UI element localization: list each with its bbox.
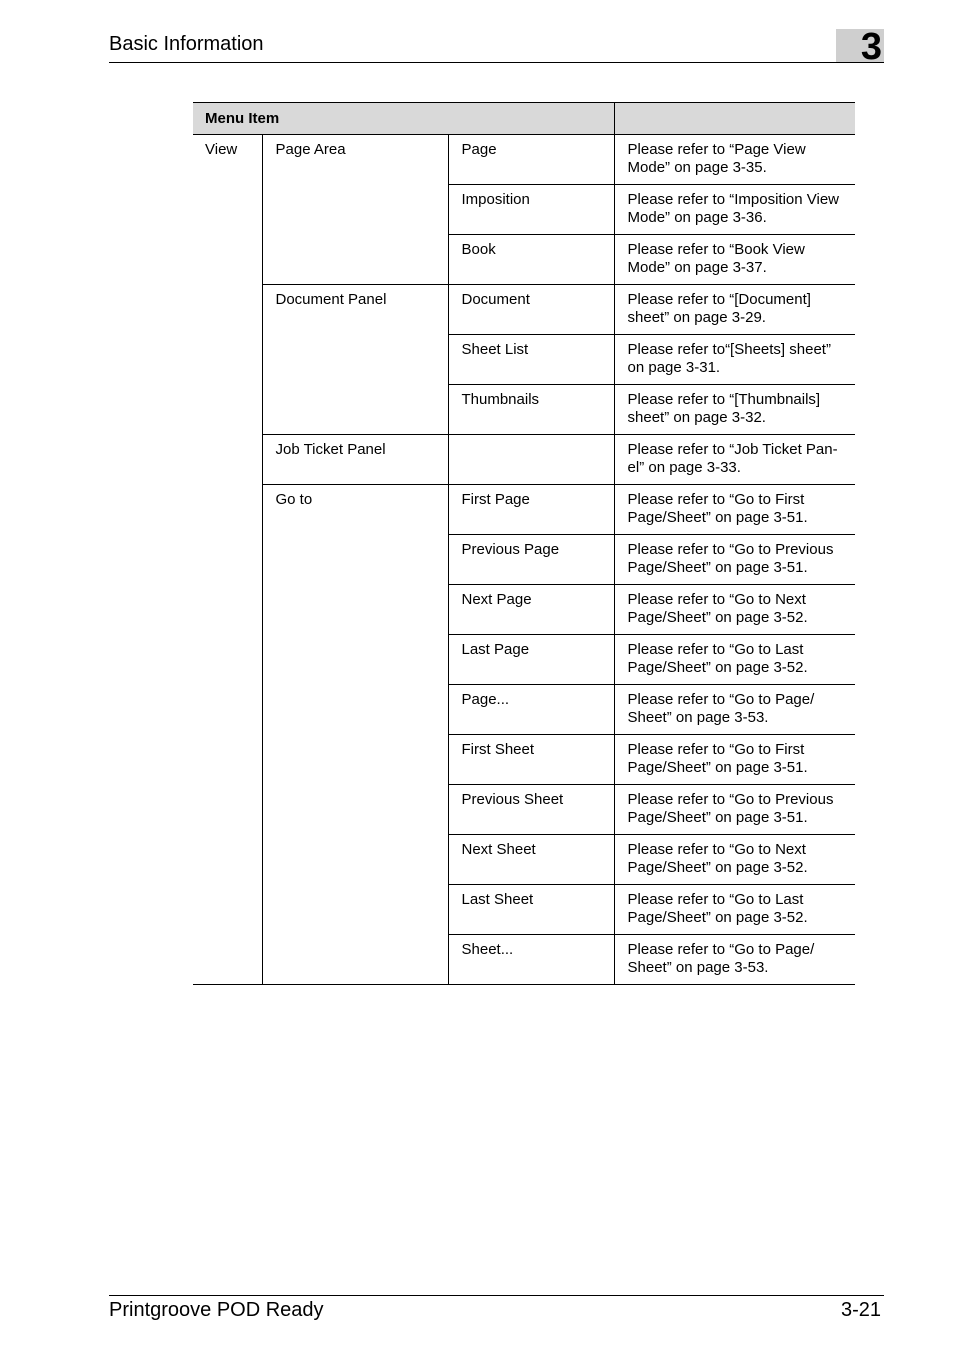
reference-cell: Please refer to “Job Ticket Pan-el” on page 3-33. — [614, 435, 855, 485]
table-row — [193, 285, 855, 335]
item-cell: Book — [448, 235, 614, 285]
item-cell: Last Page — [448, 635, 614, 685]
reference-cell: Please refer to “Imposition View Mode” on page 3-36. — [614, 185, 855, 235]
reference-cell: Please refer to “Go to Last Page/Sheet” on page 3-52. — [614, 635, 855, 685]
item-cell: Next Page — [448, 585, 614, 635]
menu-item-table — [193, 102, 855, 985]
item-cell: First Page — [448, 485, 614, 535]
table-row — [193, 485, 855, 535]
item-cell: Document — [448, 285, 614, 335]
reference-cell: Please refer to “Go to First Page/Sheet” on page 3-51. — [614, 735, 855, 785]
header-title: Basic Information — [109, 33, 264, 55]
submenu-cell: Document Panel — [262, 285, 448, 435]
footer-divider — [109, 1295, 884, 1296]
category-cell: View — [193, 135, 262, 985]
reference-cell: Please refer to “Go to Previous Page/Sheet” on page 3-51. — [614, 535, 855, 585]
item-cell — [448, 435, 614, 485]
chapter-badge — [836, 26, 884, 68]
item-cell: First Sheet — [448, 735, 614, 785]
reference-cell: Please refer to “[Document] sheet” on page 3-29. — [614, 285, 855, 335]
item-cell: Previous Page — [448, 535, 614, 585]
reference-cell: Please refer to “Page View Mode” on page 3-35. — [614, 135, 855, 185]
reference-cell: Please refer to “Go to Page/ Sheet” on page 3-53. — [614, 685, 855, 735]
item-cell: Imposition — [448, 185, 614, 235]
header-divider — [109, 62, 884, 63]
item-cell: Page... — [448, 685, 614, 735]
footer-title: Printgroove POD Ready — [109, 1299, 324, 1321]
reference-cell: Please refer to “Go to Last Page/Sheet” on page 3-52. — [614, 885, 855, 935]
item-cell: Next Sheet — [448, 835, 614, 885]
reference-cell: Please refer to “Book View Mode” on page 3-37. — [614, 235, 855, 285]
item-cell: Previous Sheet — [448, 785, 614, 835]
column-header-menu-item: Menu Item — [193, 103, 614, 135]
reference-cell: Please refer to “Go to Previous Page/Sheet” on page 3-51. — [614, 785, 855, 835]
reference-cell: Please refer to “Go to Page/ Sheet” on page 3-53. — [614, 935, 855, 985]
item-cell: Last Sheet — [448, 885, 614, 935]
reference-cell: Please refer to “[Thumbnails] sheet” on page 3-32. — [614, 385, 855, 435]
reference-cell: Please refer to “Go to Next Page/Sheet” on page 3-52. — [614, 835, 855, 885]
reference-cell: Please refer to“[Sheets] sheet” on page 3-31. — [614, 335, 855, 385]
item-cell: Sheet... — [448, 935, 614, 985]
chapter-number: 3 — [860, 26, 882, 68]
submenu-cell: Page Area — [262, 135, 448, 285]
table-row — [193, 135, 855, 185]
column-header-description — [614, 103, 855, 135]
table-row — [193, 435, 855, 485]
reference-cell: Please refer to “Go to First Page/Sheet” on page 3-51. — [614, 485, 855, 535]
table-header-row — [193, 103, 855, 135]
submenu-cell: Go to — [262, 485, 448, 985]
submenu-cell: Job Ticket Panel — [262, 435, 448, 485]
item-cell: Page — [448, 135, 614, 185]
reference-cell: Please refer to “Go to Next Page/Sheet” on page 3-52. — [614, 585, 855, 635]
page-number: 3-21 — [840, 1299, 881, 1321]
item-cell: Thumbnails — [448, 385, 614, 435]
item-cell: Sheet List — [448, 335, 614, 385]
